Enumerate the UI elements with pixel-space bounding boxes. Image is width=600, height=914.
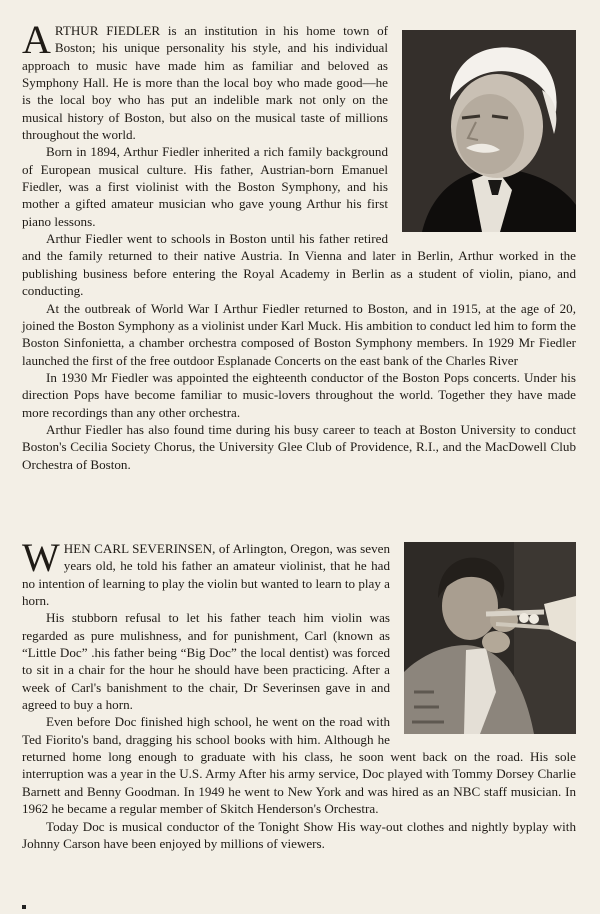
severinsen-paragraph-4: Today Doc is musical conductor of the Tonight Show His way-out clothes and nightly byplay with Johnny Carson have been enjoyed by millions of viewers. — [22, 818, 576, 851]
severinsen-paragraph-2: His stubborn refusal to let his father teach him violin was regarded as pure mulishness, and for punishment, Carl (known as “Little Doc” .his father being “Big Doc” the local dentist) was forced to sit in a chair for the hour he should have been practicing. After a week of Carl's banishment to the chair, Dr Severinsen gave in and agreed to buy a horn. — [22, 610, 390, 713]
page-corner-mark — [22, 905, 26, 909]
fiedler-paragraph-1: ARTHUR FIEDLER is an institution in his home town of Boston; his unique personality his style, and his individual approach to music have made him as familiar and beloved as Symphony Hall. He is more than the local boy who made good—he is the local boy who has put an indelible mark not only on the musical history of Boston, but also on the musical taste of millions throughout the world. — [22, 17, 388, 143]
fiedler-portrait-photo — [402, 30, 576, 232]
fiedler-biography — [22, 17, 576, 473]
fiedler-paragraph-5: In 1930 Mr Fiedler was appointed the eighteenth conductor of the Boston Pops concerts. Under his direction Pops have become familiar to music-lovers throughout the world. Together they have made more recordings than any other orchestra. — [22, 369, 576, 420]
drop-cap: W — [22, 535, 60, 580]
fiedler-paragraph-4: At the outbreak of World War I Arthur Fiedler returned to Boston, and in 1915, at the age of 20, joined the Boston Symphony as a violinist under Karl Muck. His ambition to conduct led him to form the Boston Sinfonietta, a chamber orchestra composed of Boston Symphony members. In 1929 Mr Fiedler launched the first of the free outdoor Esplanade Concerts on the east bank of the Charles River — [22, 300, 576, 368]
severinsen-biography — [22, 535, 576, 852]
fiedler-paragraph-3: Arthur Fiedler went to schools in Boston until his father retired and the family returned to their native Austria. In Vienna and later in Berlin, Arthur worked in the publishing business before entering the Royal Academy in Berlin as a student of violin, piano, and conducting. — [22, 231, 576, 299]
severinsen-paragraph-1: WHEN CARL SEVERINSEN, of Arlington, Oregon, was seven years old, he told his father an amateur violinist, that he had no intention of learning to play the violin but wanted to learn to play a horn. — [22, 535, 390, 609]
severinsen-paragraph-3: Even before Doc finished high school, he went on the road with Ted Fiorito's band, dragging his school books with him. Although he returned home long enough to graduate with his class, he soon went back on the road. His sole interruption was a year in the U.S. Army After his army service, Doc played with Tommy Dorsey Charlie Barnett and Benny Goodman. In 1949 he went to New York and was hired as an NBC staff musician. In 1962 he became a regular member of Skitch Henderson's Orchestra. — [22, 714, 576, 817]
fiedler-paragraph-6: Arthur Fiedler has also found time during his busy career to teach at Boston University to conduct Boston's Cecilia Society Chorus, the University Glee Club of Providence, R.I., and the MacDowell Club Orchestra of Boston. — [22, 421, 576, 472]
severinsen-trumpet-photo — [404, 542, 576, 734]
drop-cap: A — [22, 17, 51, 62]
fiedler-paragraph-2: Born in 1894, Arthur Fiedler inherited a rich family background of European musical culture. His father, Austrian-born Emanuel Fiedler, was a first violinist with the Boston Symphony, and his mother a gifted amateur musician who gave young Arthur his first piano lessons. — [22, 144, 388, 229]
